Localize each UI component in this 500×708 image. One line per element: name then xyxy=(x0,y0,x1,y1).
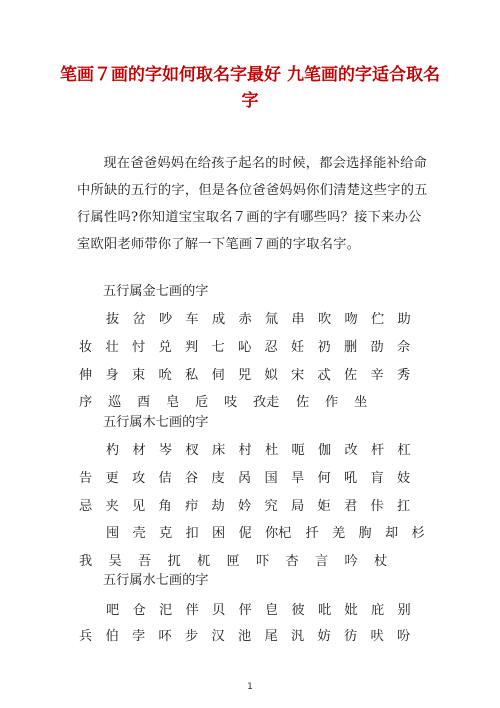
character: 君 xyxy=(344,499,358,514)
character: 壮 xyxy=(105,340,119,355)
character: 庋 xyxy=(211,471,225,486)
character: 肓 xyxy=(370,471,384,486)
character: 旱 xyxy=(291,471,305,486)
character: 吣 xyxy=(238,340,252,355)
section-heading: 五行属木七画的字 xyxy=(103,415,209,430)
character: 角 xyxy=(158,499,172,514)
character: 伴 xyxy=(185,603,199,618)
character: 忖 xyxy=(132,340,146,355)
section-heading: 五行属金七画的字 xyxy=(103,284,209,299)
character: 呙 xyxy=(238,471,252,486)
character: 杌 xyxy=(197,554,211,569)
character: 巡 xyxy=(108,395,122,410)
character: 作 xyxy=(325,395,339,410)
character: 伲 xyxy=(238,526,252,541)
character: 佐 xyxy=(296,395,310,410)
character: 吠 xyxy=(370,629,384,644)
character: 妣 xyxy=(344,603,358,618)
character: 忌 xyxy=(79,499,93,514)
character: 姒 xyxy=(264,368,278,383)
character: 伽 xyxy=(318,443,332,458)
character: 抜 xyxy=(106,312,120,327)
character: 兑 xyxy=(158,340,172,355)
character: 皂 xyxy=(166,395,180,410)
character: 汜 xyxy=(159,603,173,618)
character: 困 xyxy=(212,526,226,541)
character: 妊 xyxy=(291,340,305,355)
character: 劫 xyxy=(211,499,225,514)
character: 壳 xyxy=(132,526,146,541)
character: 囤 xyxy=(106,526,120,541)
character: 氚 xyxy=(265,312,279,327)
character: 兕 xyxy=(238,368,252,383)
character: 吥 xyxy=(158,629,172,644)
character: 成 xyxy=(212,312,226,327)
character: 礽 xyxy=(317,340,331,355)
character: 却 xyxy=(385,526,399,541)
character: 辛 xyxy=(370,368,384,383)
character: 羌 xyxy=(332,526,346,541)
character-row xyxy=(0,393,500,413)
character: 伫 xyxy=(371,312,385,327)
character: 妗 xyxy=(238,499,252,514)
character: 妨 xyxy=(317,629,331,644)
character: 忍 xyxy=(264,340,278,355)
character-row xyxy=(0,524,500,544)
character: 佘 xyxy=(397,340,411,355)
character: 孛 xyxy=(132,629,146,644)
character: 兵 xyxy=(79,629,93,644)
character: 杜 xyxy=(265,443,279,458)
character: 你杞 xyxy=(265,526,292,541)
character: 伻 xyxy=(238,603,252,618)
character: 见 xyxy=(132,499,146,514)
character: 吼 xyxy=(344,471,358,486)
character: 吻 xyxy=(344,312,358,327)
character: 扦 xyxy=(305,526,319,541)
character: 杠 xyxy=(397,443,411,458)
character: 吮 xyxy=(158,368,172,383)
character: 卮 xyxy=(195,395,209,410)
character: 谷 xyxy=(185,471,199,486)
character-row xyxy=(0,441,500,461)
character-row xyxy=(0,338,500,358)
character-row xyxy=(0,469,500,489)
character: 赤 xyxy=(238,312,252,327)
character: 伺 xyxy=(211,368,225,383)
character: 删 xyxy=(344,340,358,355)
character: 吵 xyxy=(159,312,173,327)
character: 吓 xyxy=(256,554,270,569)
character: 伸 xyxy=(79,368,93,383)
character: 吧 xyxy=(106,603,120,618)
character: 七 xyxy=(211,340,225,355)
character: 酉 xyxy=(137,395,151,410)
character: 岔 xyxy=(132,312,146,327)
character: 别 xyxy=(397,603,411,618)
character-row xyxy=(0,310,500,330)
character: 串 xyxy=(291,312,305,327)
character: 坐 xyxy=(354,395,368,410)
character: 呃 xyxy=(291,443,305,458)
character-row xyxy=(0,552,500,572)
character: 彼 xyxy=(291,603,305,618)
character: 村 xyxy=(238,443,252,458)
character: 吹 xyxy=(318,312,332,327)
character: 何 xyxy=(317,471,331,486)
character: 序 xyxy=(79,395,93,410)
character: 贝 xyxy=(212,603,226,618)
character: 材 xyxy=(132,443,146,458)
character: 吱 xyxy=(224,395,238,410)
character: 劭 xyxy=(370,340,384,355)
character: 疖 xyxy=(185,499,199,514)
character: 秀 xyxy=(397,368,411,383)
character: 吾 xyxy=(138,554,152,569)
document-title: 笔画７画的字如何取名字最好 九笔画的字适合取名字 xyxy=(60,65,440,111)
page-number: 1 xyxy=(247,682,253,692)
character: 彷 xyxy=(344,629,358,644)
character: 攻 xyxy=(132,471,146,486)
character: 仓 xyxy=(132,603,146,618)
character: 更 xyxy=(105,471,119,486)
character: 局 xyxy=(291,499,305,514)
character: 吟 xyxy=(344,554,358,569)
character: 床 xyxy=(212,443,226,458)
character: 伯 xyxy=(105,629,119,644)
character: 汎 xyxy=(291,629,305,644)
character: 身 xyxy=(105,368,119,383)
character-row xyxy=(0,627,500,647)
character: 朐 xyxy=(358,526,372,541)
character: 克 xyxy=(159,526,173,541)
character: 杖 xyxy=(374,554,388,569)
character: 姖 xyxy=(317,499,331,514)
character: 尾 xyxy=(264,629,278,644)
character: 步 xyxy=(185,629,199,644)
character: 吡 xyxy=(318,603,332,618)
character: 夹 xyxy=(105,499,119,514)
character: 私 xyxy=(185,368,199,383)
character: 杉 xyxy=(411,526,425,541)
character: 庇 xyxy=(371,603,385,618)
character: 车 xyxy=(185,312,199,327)
character: 宋 xyxy=(291,368,305,383)
section-heading: 五行属水七画的字 xyxy=(103,573,209,588)
character: 岑 xyxy=(159,443,173,458)
character: 扣 xyxy=(185,526,199,541)
character: 究 xyxy=(264,499,278,514)
character: 判 xyxy=(185,340,199,355)
character: 言 xyxy=(315,554,329,569)
character: 忒 xyxy=(317,368,331,383)
character: 扛 xyxy=(397,499,411,514)
character: 妆 xyxy=(79,340,93,355)
character: 杆 xyxy=(371,443,385,458)
character: 妓 xyxy=(397,471,411,486)
character: 束 xyxy=(132,368,146,383)
character: 佧 xyxy=(370,499,384,514)
character: 皀 xyxy=(265,603,279,618)
character-row xyxy=(0,497,500,517)
character: 杓 xyxy=(106,443,120,458)
character: 我 xyxy=(79,554,93,569)
character: 助 xyxy=(397,312,411,327)
character: 杈 xyxy=(185,443,199,458)
character: 佐 xyxy=(344,368,358,383)
character: 杏 xyxy=(285,554,299,569)
intro-paragraph: 现在爸爸妈妈在给孩子起名的时候，都会选择能补给命中所缺的五行的字，但是各位爸爸妈妈你们清楚这些字的五行属性吗?你知道宝宝取名７画的字有哪些吗？接下来办公室欧阳老师带你了解一下笔画７画的字取名字。 xyxy=(77,156,428,252)
character: 吴 xyxy=(108,554,122,569)
character: 匣 xyxy=(226,554,240,569)
character-row xyxy=(0,601,500,621)
character: 扤 xyxy=(167,554,181,569)
character: 孜走 xyxy=(253,395,280,410)
character: 国 xyxy=(264,471,278,486)
character-row xyxy=(0,366,500,386)
character: 改 xyxy=(344,443,358,458)
character: 汉 xyxy=(211,629,225,644)
character: 佶 xyxy=(158,471,172,486)
character: 池 xyxy=(238,629,252,644)
character: 告 xyxy=(79,471,93,486)
character: 吩 xyxy=(397,629,411,644)
